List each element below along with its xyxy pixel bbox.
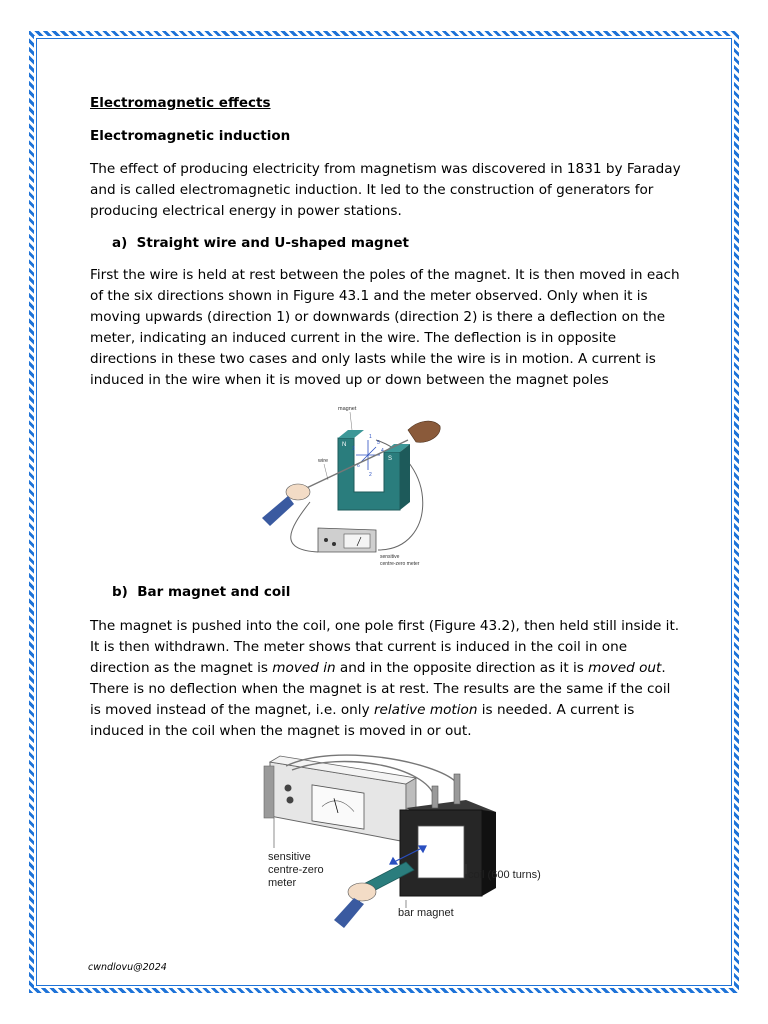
p3-text-1: The magnet is pushed into the coil, one pole first (Figure 43.2), then held still inside it. It is then withdrawn. The meter shows that current is induced in the coil in one direction as the magnet is — [90, 618, 680, 676]
direction-2-label: 2 — [369, 472, 372, 478]
label-meter-line2: centre-zero meter — [380, 561, 420, 567]
hand-icon — [334, 883, 376, 928]
label-meter-line2: centre-zero — [268, 864, 324, 876]
pole-s-label: S — [388, 456, 393, 462]
label-bar-magnet: bar magnet — [398, 907, 454, 919]
label-coil: coil (600 turns) — [468, 869, 541, 881]
left-hand-icon — [262, 484, 310, 526]
label-meter-line3: meter — [268, 877, 297, 889]
page-title: Electromagnetic effects — [90, 95, 271, 111]
label-meter-line1: sensitive — [268, 851, 311, 863]
right-hand-icon — [408, 421, 440, 442]
p3-text-2: and in the opposite direction as it is — [335, 660, 589, 676]
direction-1-label: 1 — [369, 434, 372, 440]
p3-text-3: . There is no deflection when the magnet is at rest. The results are the same if the coil is moved instead of the magnet, i.e. only — [90, 660, 671, 718]
p3-emphasis-moved-in: moved in — [272, 660, 336, 676]
label-meter-line1: sensitive — [380, 554, 400, 560]
figure-wire-magnet — [258, 400, 448, 572]
intro-paragraph: The effect of producing electricity from magnetism was discovered in 1831 by Faraday and is called electromagnetic induction. It led to the construction of generators for producing electrical energy in power stations. — [90, 161, 681, 219]
section-subtitle: Electromagnetic induction — [90, 128, 291, 144]
heading-bar-magnet: b) Bar magnet and coil — [112, 584, 291, 600]
direction-6-label: 6 — [357, 463, 360, 469]
direction-5-label: 5 — [377, 440, 380, 446]
label-magnet: magnet — [338, 406, 357, 412]
figure-bar-magnet-coil — [256, 752, 566, 934]
direction-3-label: 3 — [352, 446, 355, 452]
p3-emphasis-relative-motion: relative motion — [373, 702, 478, 718]
bar-magnet-paragraph — [90, 616, 682, 742]
p3-text-4: is needed. A current is induced in the coil when the magnet is moved in or out. — [90, 702, 635, 739]
pole-n-label: N — [342, 442, 347, 448]
straight-wire-paragraph: First the wire is held at rest between the poles of the magnet. It is then moved in each of the six directions shown in Figure 43.1 and the meter observed. Only when it is moving upwards (direction 1) or downwards (direction 2) is there a deflection on the meter, indicating an induced current in the wire. The deflection is in opposite directions in these two cases and only lasts while the wire is in motion. A current is induced in the wire when it is moved up or down between the magnet poles — [90, 267, 680, 388]
footer-credit: cwndlovu@2024 — [88, 962, 167, 973]
meter-icon — [318, 528, 376, 552]
p3-emphasis-moved-out: moved out — [588, 660, 662, 676]
meter-icon — [264, 756, 416, 842]
heading-straight-wire: a) Straight wire and U-shaped magnet — [112, 235, 409, 251]
direction-4-label: 4 — [381, 448, 384, 454]
label-wire: wire — [318, 458, 329, 464]
